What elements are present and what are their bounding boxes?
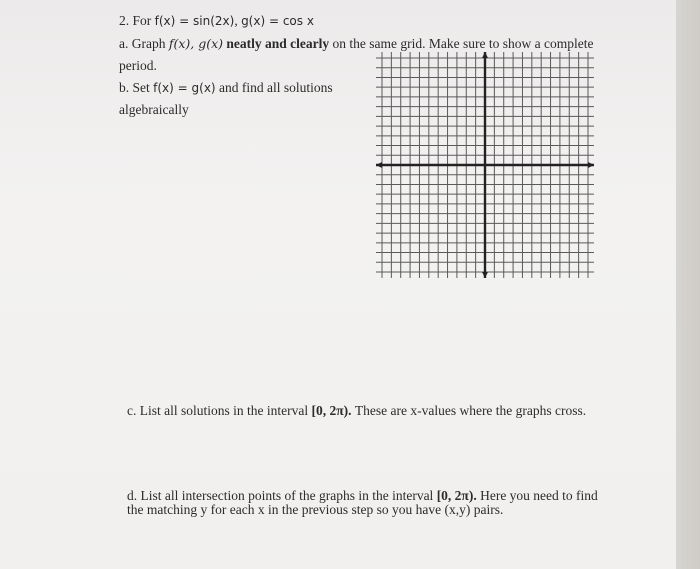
part-c-text-after: These are x-values where the graphs cross. <box>354 403 587 418</box>
part-a-rest: on the same grid. Make sure to show a complete <box>332 36 594 51</box>
part-a-label: a. Graph <box>119 36 166 51</box>
x-axis-arrow-left-icon <box>376 162 382 168</box>
part-d-interval: [0, 2π). <box>436 488 477 503</box>
f-definition: f(x) = sin(2x) <box>154 14 235 28</box>
part-d-text: d. List all intersection points of the graphs in the interval <box>127 488 434 503</box>
part-a-line2: period. <box>119 58 157 73</box>
part-b-label: b. Set <box>119 80 150 95</box>
part-b-rest: and find all solutions <box>218 80 333 95</box>
part-d-line2: the matching y for each x in the previous step so you have (x,y) pairs. <box>127 502 504 517</box>
problem-header <box>119 13 314 29</box>
part-d-text-after: Here you need to find <box>480 488 598 503</box>
part-c-interval: [0, 2π). <box>311 403 352 418</box>
x-axis-arrow-right-icon <box>588 162 594 168</box>
part-c-line <box>127 403 586 419</box>
y-axis-arrow-up-icon <box>482 52 488 58</box>
part-a-line1 <box>119 36 593 52</box>
part-a-functions: f(x), g(x) <box>168 36 224 51</box>
graph-grid-svg <box>376 52 594 278</box>
graph-grid <box>376 52 594 278</box>
part-b-line1 <box>119 80 333 96</box>
part-a-emphasis: neatly and clearly <box>226 36 330 51</box>
part-b-equation: f(x) = g(x) <box>153 81 216 95</box>
header-separator: , <box>234 13 242 28</box>
page-edge-shadow <box>676 0 700 569</box>
part-c-text: c. List all solutions in the interval <box>127 403 309 418</box>
y-axis-arrow-down-icon <box>482 272 488 278</box>
part-b-line2: algebraically <box>119 102 189 117</box>
header-prefix: 2. For <box>119 13 152 28</box>
g-definition: g(x) = cos x <box>241 14 314 28</box>
